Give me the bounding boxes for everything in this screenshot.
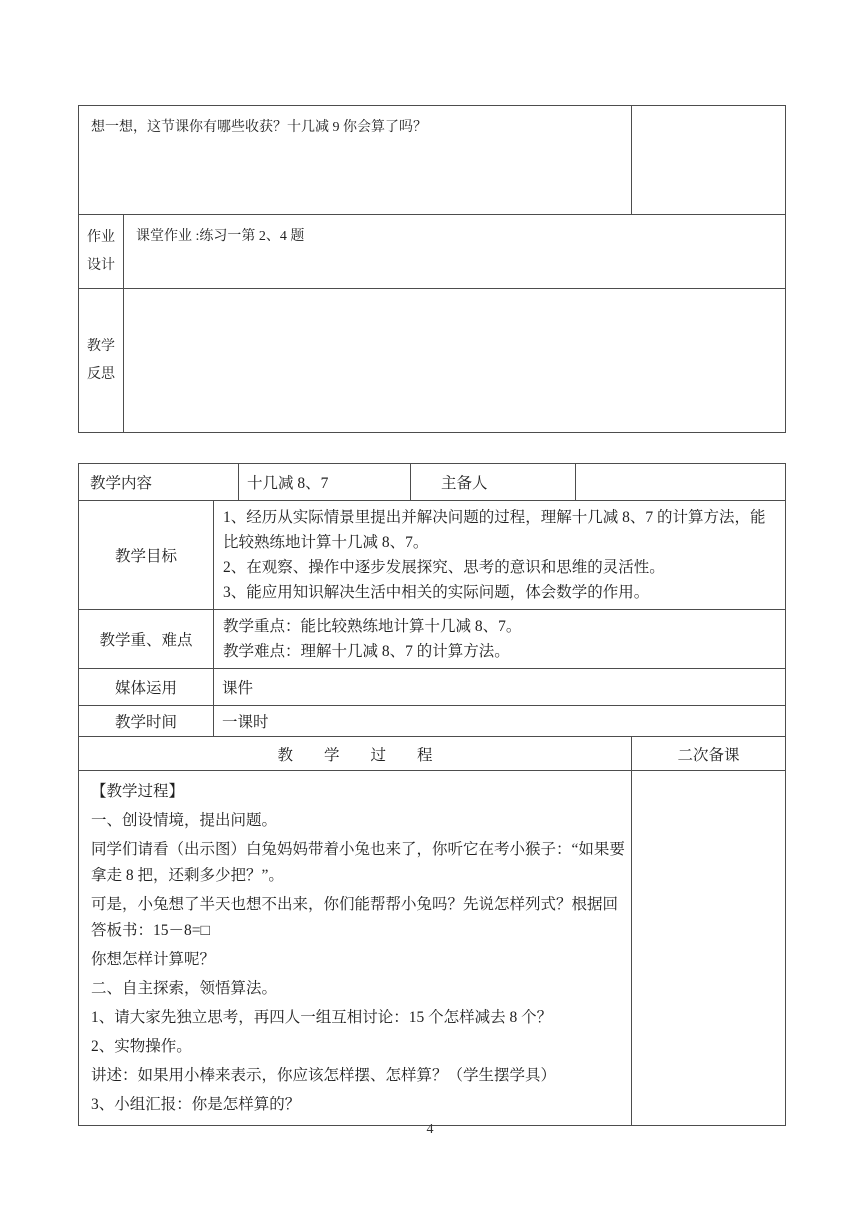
process-paragraph: 1、请大家先独立思考，再四人一组互相讨论：15 个怎样减去 8 个？ bbox=[91, 1009, 553, 1026]
table-row bbox=[79, 706, 786, 737]
notes-empty-cell bbox=[632, 106, 786, 215]
table-row bbox=[79, 289, 786, 433]
process-paragraph: 【教学过程】 bbox=[91, 783, 185, 800]
table-row bbox=[79, 610, 786, 669]
table-row bbox=[79, 464, 786, 501]
second-preparation-empty-cell bbox=[632, 771, 786, 1126]
teaching-time-label: 教学时间 bbox=[79, 706, 214, 737]
process-paragraph: 一、创设情境，提出问题。 bbox=[91, 812, 278, 829]
process-paragraph: 可是，小兔想了半天也想不出来，你们能帮帮小兔吗？先说怎样列式？根据回答板书：15－8=□ bbox=[91, 896, 619, 939]
table-row bbox=[79, 669, 786, 706]
process-paragraph: 二、自主探索，领悟算法。 bbox=[91, 980, 278, 997]
table-row bbox=[79, 737, 786, 771]
process-paragraph: 3、小组汇报：你是怎样算的？ bbox=[91, 1096, 301, 1113]
teaching-goals-content bbox=[214, 501, 786, 610]
key-difficult-points-content bbox=[214, 610, 786, 669]
media-use-label: 媒体运用 bbox=[79, 669, 214, 706]
key-difficult-points-label: 教学重、难点 bbox=[79, 610, 214, 669]
homework-content-cell: 课堂作业 :练习一第 2、4 题 bbox=[124, 215, 786, 289]
teaching-goals-label: 教学目标 bbox=[79, 501, 214, 610]
table-row bbox=[79, 771, 786, 1126]
process-paragraph: 你想怎样计算呢？ bbox=[91, 951, 216, 968]
process-paragraph: 讲述：如果用小棒来表示，你应该怎样摆、怎样算？（学生摆学具） bbox=[91, 1067, 557, 1084]
teaching-reflection-label: 教学反思 bbox=[79, 289, 124, 433]
keypoint-item: 教学重点：能比较熟练地计算十几减 8、7。 bbox=[223, 618, 522, 635]
teaching-process-content bbox=[79, 771, 632, 1126]
teaching-content-value: 十几减 8、7 bbox=[239, 464, 411, 501]
goal-item: 2、在观察、操作中逐步发展探究、思考的意识和思维的灵活性。 bbox=[223, 559, 665, 576]
main-preparer-value bbox=[576, 464, 786, 501]
table-row bbox=[79, 501, 786, 610]
main-preparer-label: 主备人 bbox=[411, 464, 576, 501]
goal-item: 1、经历从实际情景里提出并解决问题的过程，理解十几减 8、7 的计算方法，能比较熟练地计算十几减 8、7。 bbox=[223, 509, 766, 551]
homework-design-label: 作业设计 bbox=[79, 215, 124, 289]
teaching-time-value: 一课时 bbox=[214, 706, 786, 737]
table-row bbox=[79, 106, 786, 215]
media-use-value: 课件 bbox=[214, 669, 786, 706]
page-number: 4 bbox=[426, 1122, 434, 1137]
lesson-plan-table bbox=[78, 463, 786, 1126]
keypoint-item: 教学难点：理解十几减 8、7 的计算方法。 bbox=[223, 643, 510, 660]
process-paragraph: 同学们请看（出示图）白兔妈妈带着小兔也来了，你听它在考小猴子：“如果要拿走 8 把，还剩多少把？”。 bbox=[91, 841, 625, 884]
process-paragraph: 2、实物操作。 bbox=[91, 1038, 192, 1055]
second-preparation-header: 二次备课 bbox=[632, 737, 786, 771]
reflection-content-cell bbox=[124, 289, 786, 433]
lesson-summary-table bbox=[78, 105, 786, 433]
teaching-content-label: 教学内容 bbox=[79, 464, 239, 501]
table-row bbox=[79, 215, 786, 289]
teaching-process-header: 教 学 过 程 bbox=[79, 737, 632, 771]
goal-item: 3、能应用知识解决生活中相关的实际问题，体会数学的作用。 bbox=[223, 584, 650, 601]
review-question-cell: 想一想，这节课你有哪些收获？十几减 9 你会算了吗？ bbox=[79, 106, 632, 215]
